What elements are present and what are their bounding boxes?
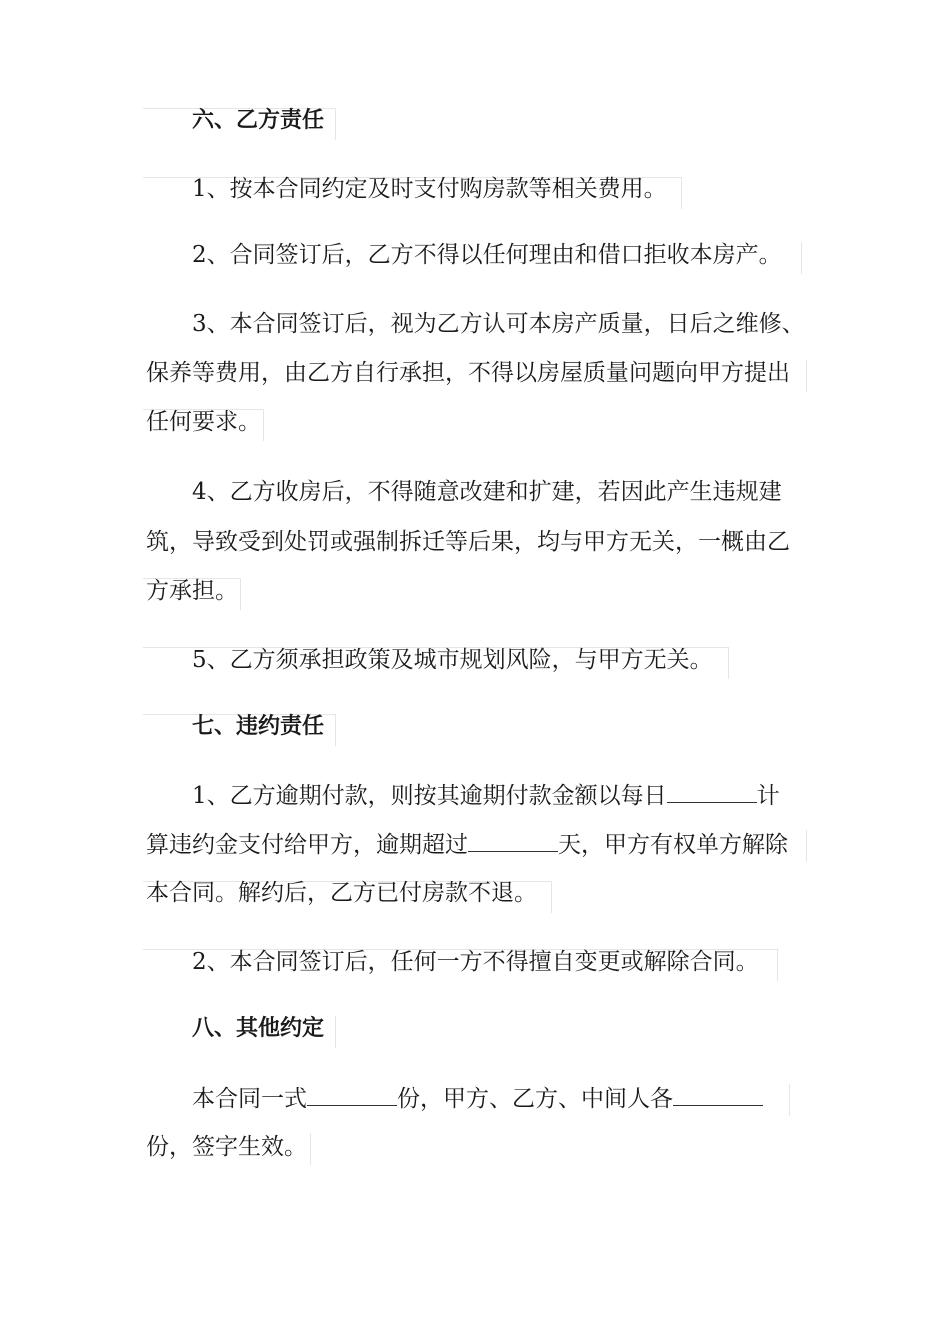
fill-in-blank[interactable] xyxy=(673,1083,763,1106)
guide-line xyxy=(551,881,552,913)
paragraph-line: 方承担。 xyxy=(146,578,238,604)
paragraph-text: 份，甲方、乙方、中间人各 xyxy=(397,1086,673,1112)
paragraph-text: 1、乙方逾期付款，则按其逾期付款金额以每日 xyxy=(192,783,667,809)
fill-in-blank[interactable] xyxy=(468,829,558,852)
paragraph-line: 4、乙方收房后，不得随意改建和扩建，若因此产生违规建 xyxy=(192,479,782,505)
fill-in-blank[interactable] xyxy=(307,1083,397,1106)
section-heading: 八、其他约定 xyxy=(192,1016,325,1041)
paragraph-line xyxy=(146,829,788,860)
paragraph-line: 任何要求。 xyxy=(146,409,261,435)
guide-line xyxy=(789,1084,790,1116)
paragraph-text: 本合同一式 xyxy=(192,1086,307,1112)
guide-line xyxy=(801,242,802,274)
guide-line xyxy=(728,647,729,679)
section-heading: 七、违约责任 xyxy=(192,714,325,739)
guide-line xyxy=(806,830,807,862)
guide-line xyxy=(240,578,241,610)
guide-line xyxy=(335,108,336,140)
paragraph-text: 算违约金支付给甲方，逾期超过 xyxy=(146,832,468,858)
paragraph-line: 本合同。解约后，乙方已付房款不退。 xyxy=(146,880,537,906)
paragraph-text: 天，甲方有权单方解除 xyxy=(558,832,788,858)
paragraph-line: 3、本合同签订后，视为乙方认可本房产质量，日后之维修、 xyxy=(192,311,805,337)
paragraph-line: 份，签字生效。 xyxy=(146,1134,307,1160)
paragraph-line xyxy=(192,780,780,811)
paragraph-line: 保养等费用，由乙方自行承担，不得以房屋质量问题向甲方提出 xyxy=(146,360,790,386)
paragraph-text: 计 xyxy=(756,783,780,809)
paragraph-line xyxy=(192,1083,763,1114)
paragraph-line: 筑，导致受到处罚或强制拆迁等后果，均与甲方无关，一概由乙 xyxy=(146,529,790,555)
guide-line xyxy=(335,714,336,746)
paragraph-line: 5、乙方须承担政策及城市规划风险，与甲方无关。 xyxy=(192,647,713,673)
guide-line xyxy=(335,1016,336,1048)
guide-line xyxy=(806,360,807,392)
guide-line xyxy=(681,177,682,209)
fill-in-blank[interactable] xyxy=(667,780,757,803)
guide-line xyxy=(263,409,264,441)
paragraph-line: 2、合同签订后，乙方不得以任何理由和借口拒收本房产。 xyxy=(192,242,782,268)
guide-line xyxy=(777,949,778,981)
paragraph-line: 2、本合同签订后，任何一方不得擅自变更或解除合同。 xyxy=(192,949,759,975)
paragraph-line: 1、按本合同约定及时支付购房款等相关费用。 xyxy=(192,176,667,202)
guide-line xyxy=(310,1133,311,1165)
section-heading: 六、乙方责任 xyxy=(192,108,325,133)
